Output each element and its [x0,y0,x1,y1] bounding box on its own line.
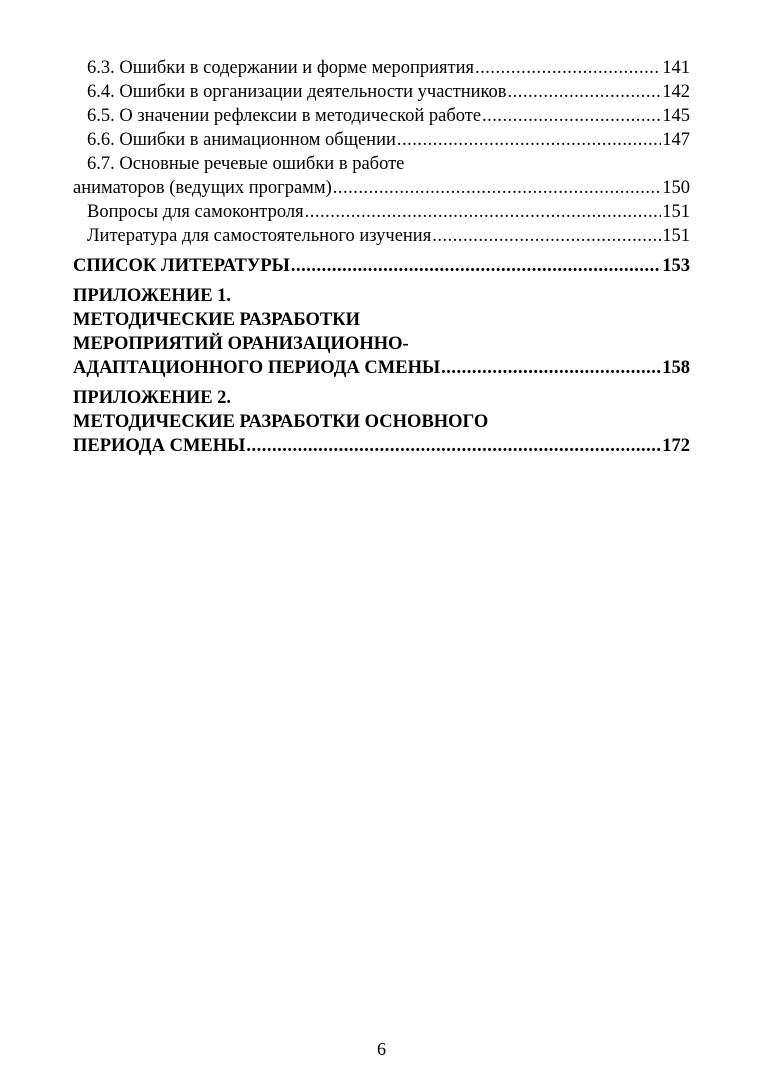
toc-entry-title: 6.4. Ошибки в организации деятельности участников [87,82,507,102]
dot-leader [508,80,662,104]
toc-entry-page: 147 [662,130,690,150]
toc-entry-appendix-2[interactable] [73,386,690,458]
appendix-title-line: ПЕРИОДА СМЕНЫ [73,436,246,456]
toc-entry-page: 153 [662,256,690,276]
toc-entry-page: 141 [662,58,690,78]
toc-entry-6-4[interactable] [73,80,690,104]
toc-entry-self-study-literature[interactable] [73,224,690,248]
toc-entry-title: 6.6. Ошибки в анимационном общении [87,130,396,150]
toc-entry-page: 158 [662,358,690,378]
toc-entry-6-7[interactable] [73,152,690,200]
toc-entry-title: Литература для самостоятельного изучения [87,226,432,246]
toc-entry-title: СПИСОК ЛИТЕРАТУРЫ [73,256,290,276]
appendix-title-line: МЕРОПРИЯТИЙ ОРАНИЗАЦИОННО- [73,334,409,354]
toc-entry-line2 [73,176,690,200]
toc-entry-6-6[interactable] [73,128,690,152]
appendix-title-line: МЕТОДИЧЕСКИЕ РАЗРАБОТКИ ОСНОВНОГО [73,412,489,432]
toc-entry-page: 151 [662,226,690,246]
dot-leader [291,254,661,278]
page-number: 6 [377,1039,386,1059]
appendix-title-last-line [73,356,690,380]
appendix-heading: ПРИЛОЖЕНИЕ 1. [73,286,232,306]
toc-entry-page: 151 [662,202,690,222]
toc-entry-6-5[interactable] [73,104,690,128]
toc-entry-references[interactable] [73,254,690,278]
toc-entry-title: 6.5. О значении рефлексии в методической работе [87,106,482,126]
toc-entry-title-line2: аниматоров (ведущих программ) [73,178,332,198]
appendix-title-last-line [73,434,690,458]
toc-entry-page: 142 [662,82,690,102]
table-of-contents [73,56,690,458]
dot-leader [475,56,661,80]
dot-leader [305,200,662,224]
dot-leader [246,434,661,458]
toc-entry-6-3[interactable] [73,56,690,80]
toc-entry-self-check[interactable] [73,200,690,224]
toc-entry-page: 150 [662,178,690,198]
toc-entry-title: 6.3. Ошибки в содержании и форме мероприятия [87,58,475,78]
dot-leader [432,224,661,248]
dot-leader [333,176,662,200]
dot-leader [441,356,661,380]
toc-entry-appendix-1[interactable] [73,284,690,380]
toc-entry-title: Вопросы для самоконтроля [87,202,304,222]
toc-entry-page: 172 [662,436,690,456]
toc-entry-page: 145 [662,106,690,126]
appendix-title-line: АДАПТАЦИОННОГО ПЕРИОДА СМЕНЫ [73,358,441,378]
appendix-heading: ПРИЛОЖЕНИЕ 2. [73,388,232,408]
toc-entry-title-line1: 6.7. Основные речевые ошибки в работе [87,154,405,174]
appendix-title-line: МЕТОДИЧЕСКИЕ РАЗРАБОТКИ [73,310,361,330]
dot-leader [482,104,661,128]
dot-leader [397,128,661,152]
